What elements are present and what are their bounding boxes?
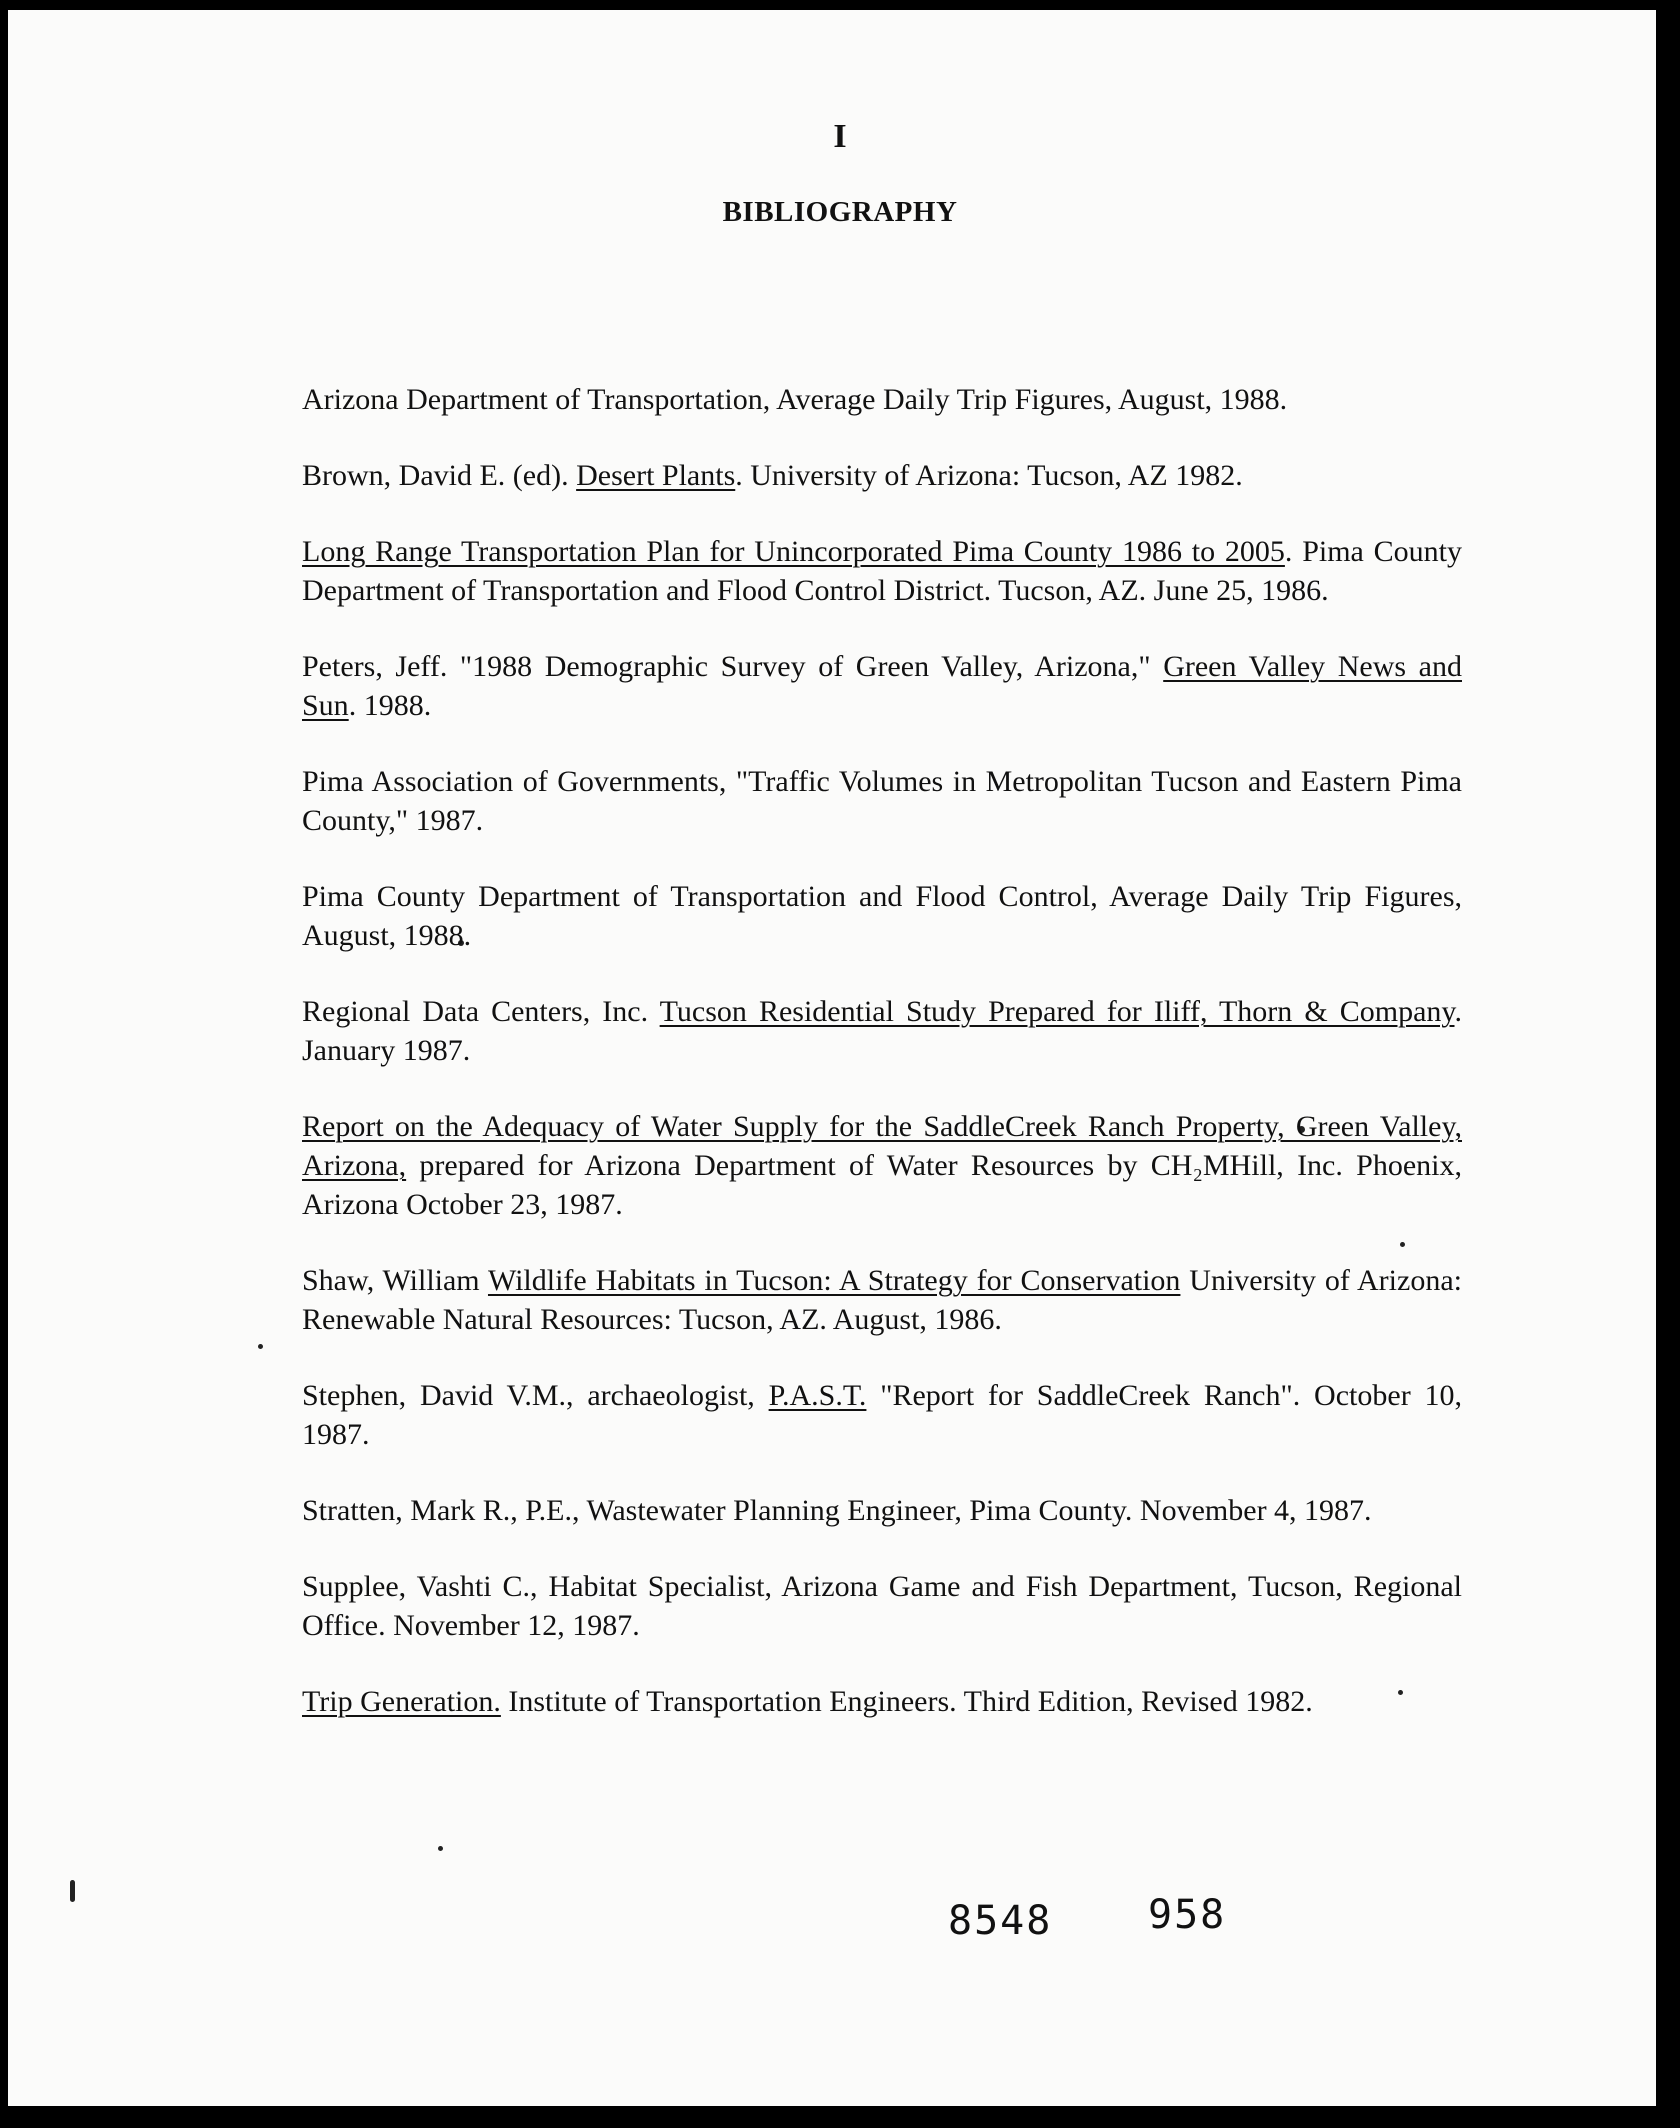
bibliography-list: [302, 380, 1462, 1758]
page-title: BIBLIOGRAPHY: [722, 196, 958, 228]
entry-title-underlined: Tucson Residential Study Prepared for Iliff, Thorn & Company: [659, 995, 1455, 1028]
entry-title-underlined: P.A.S.T.: [768, 1379, 867, 1412]
entry-text: University of Arizona: Renewable Natural Resources: Tucson, AZ. August, 1986.: [302, 1264, 1462, 1336]
bibliography-entry: [302, 1491, 1462, 1530]
document-id-stamp-right: 958: [1148, 1892, 1227, 1938]
entry-text: Pima Association of Governments, "Traffic Volumes in Metropolitan Tucson and Eastern Pima County," 1987.: [302, 765, 1462, 837]
entry-title-underlined: Green Valley News and Sun: [302, 650, 1462, 722]
entry-text: . University of Arizona: Tucson, AZ 1982.: [735, 459, 1243, 492]
entry-text: prepared for Arizona Department of Water Resources by CH₂MHill, Inc. Phoenix, Arizona October 23, 1987.: [302, 1149, 1462, 1221]
bibliography-entry: [302, 1107, 1462, 1224]
bibliography-entry: [302, 1567, 1462, 1645]
page-number: I: [833, 118, 847, 155]
bibliography-entry: [302, 1376, 1462, 1454]
entry-text: Institute of Transportation Engineers. Third Edition, Revised 1982.: [500, 1685, 1313, 1718]
bibliography-entry: [302, 762, 1462, 840]
entry-text: Regional Data Centers, Inc.: [302, 995, 660, 1028]
entry-text: Pima County Department of Transportation and Flood Control, Average Daily Trip Figures, August, 1988.: [302, 880, 1462, 952]
bibliography-entry: [302, 532, 1462, 610]
entry-text: Shaw, William: [302, 1264, 488, 1297]
entry-text: Supplee, Vashti C., Habitat Specialist, Arizona Game and Fish Department, Tucson, Regional Office. November 12, 1987.: [302, 1570, 1462, 1642]
document-id-stamp-left: 8548: [948, 1898, 1053, 1944]
entry-title-underlined: Trip Generation.: [302, 1685, 501, 1718]
bibliography-entry: [302, 877, 1462, 955]
entry-text: Stratten, Mark R., P.E., Wastewater Planning Engineer, Pima County. November 4, 1987.: [302, 1494, 1372, 1527]
bibliography-entry: [302, 992, 1462, 1070]
entry-title-underlined: Desert Plants: [576, 459, 736, 492]
bibliography-entry: [302, 647, 1462, 725]
entry-text: . 1988.: [348, 689, 432, 722]
bibliography-entry: [302, 456, 1462, 495]
entry-text: . Pima County Department of Transportation and Flood Control District. Tucson, AZ. June 25, 1986.: [302, 535, 1462, 607]
entry-text: Stephen, David V.M., archaeologist,: [302, 1379, 769, 1412]
bibliography-entry: [302, 1261, 1462, 1339]
entry-title-underlined: Report on the Adequacy of Water Supply for the SaddleCreek Ranch Property, Green Valley, Arizona,: [302, 1110, 1462, 1182]
entry-text: "Report for SaddleCreek Ranch". October 10, 1987.: [302, 1379, 1463, 1451]
entry-text: Brown, David E. (ed).: [302, 459, 577, 492]
entry-text: Peters, Jeff. "1988 Demographic Survey of Green Valley, Arizona,": [302, 650, 1164, 683]
bibliography-entry: [302, 1682, 1462, 1721]
entry-title-underlined: Long Range Transportation Plan for Unincorporated Pima County 1986 to 2005: [302, 535, 1285, 568]
bibliography-entry: [302, 380, 1462, 419]
entry-title-underlined: Wildlife Habitats in Tucson: A Strategy for Conservation: [487, 1264, 1181, 1297]
entry-text: . January 1987.: [302, 995, 1462, 1067]
entry-text: Arizona Department of Transportation, Average Daily Trip Figures, August, 1988.: [302, 383, 1288, 416]
